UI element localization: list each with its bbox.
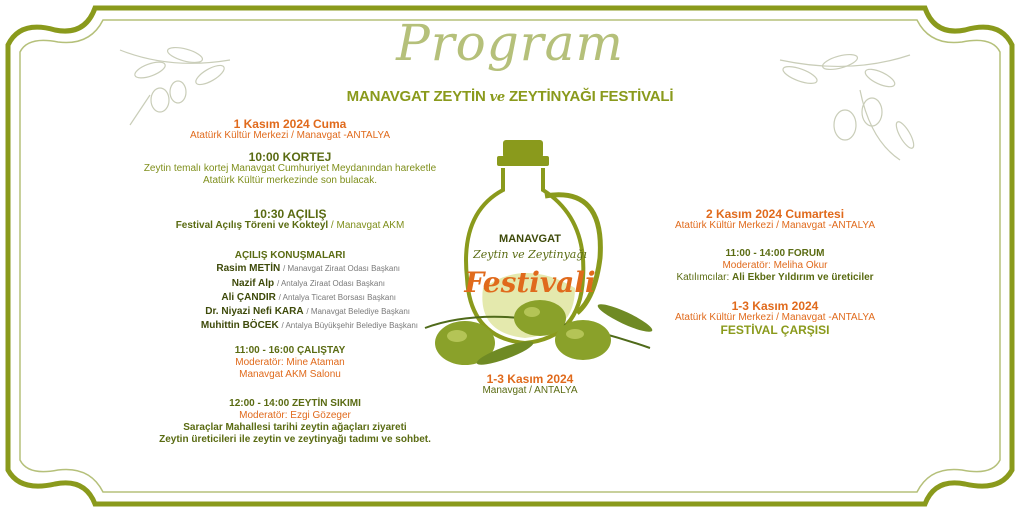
forum-block bbox=[640, 248, 910, 284]
olive-icon bbox=[514, 300, 566, 336]
festival-location: Manavgat / ANTALYA bbox=[482, 385, 578, 396]
kortej-time: 10:00 KORTEJ bbox=[248, 150, 332, 164]
day1-venue: Atatürk Kültür Merkezi / Manavgat -ANTALYA bbox=[189, 130, 391, 141]
bazaar-dates: 1-3 Kasım 2024 bbox=[731, 299, 819, 313]
forum-participants: Ali Ekber Yıldırım ve üreticiler bbox=[732, 272, 874, 283]
sikim-line1: Saraçlar Mahallesi tarihi zeytin ağaçları ziyareti bbox=[183, 422, 407, 433]
calistay-moderator: Moderatör: Mine Ataman bbox=[235, 357, 345, 368]
speaker-row: Ali ÇANDIR / Antalya Ticaret Borsası Başkanı bbox=[221, 292, 396, 303]
logo-subtitle: Zeytin ve Zeytinyağı bbox=[473, 248, 587, 261]
speaker-row: Dr. Niyazi Nefi KARA / Manavgat Belediye Başkanı bbox=[205, 306, 410, 317]
acilis-time: 10:30 AÇILIŞ bbox=[253, 207, 327, 221]
forum-time: 11:00 - 14:00 FORUM bbox=[725, 248, 825, 259]
kortej-line2: Atatürk Kültür merkezinde son bulacak. bbox=[203, 175, 377, 186]
speaker-row: Muhittin BÖCEK / Antalya Büyükşehir Belediye Başkanı bbox=[200, 320, 418, 331]
forum-participants-label: Katılımcılar: bbox=[676, 272, 733, 283]
day2-program bbox=[640, 208, 910, 232]
day1-date: 1 Kasım 2024 Cuma bbox=[233, 117, 347, 131]
olive-icon bbox=[555, 320, 611, 360]
calistay-block bbox=[160, 345, 420, 381]
sikim-block bbox=[130, 398, 460, 446]
day2-venue: Atatürk Kültür Merkezi / Manavgat -ANTALYA bbox=[674, 220, 876, 231]
speaker-row: Nazif Alp / Antalya Ziraat Odası Başkanı bbox=[231, 278, 385, 289]
speeches-title: AÇILIŞ KONUŞMALARI bbox=[234, 250, 346, 261]
festival-date-range: 1-3 Kasım 2024 bbox=[486, 372, 574, 386]
forum-moderator: Moderatör: Meliha Okur bbox=[722, 260, 828, 271]
calistay-time: 11:00 - 16:00 ÇALIŞTAY bbox=[234, 345, 346, 356]
acilis-text: Festival Açılış Töreni ve Kokteyl bbox=[175, 220, 329, 231]
day2-date: 2 Kasım 2024 Cumartesi bbox=[705, 207, 845, 221]
sikim-moderator: Moderatör: Ezgi Gözeger bbox=[239, 410, 351, 421]
bazaar-venue: Atatürk Kültür Merkezi / Manavgat -ANTALYA bbox=[674, 312, 876, 323]
festival-name: MANAVGAT ZEYTİN ve ZEYTİNYAĞI FESTİVALİ bbox=[346, 88, 674, 105]
acilis-place: / Manavgat AKM bbox=[328, 220, 405, 231]
festival-dates bbox=[440, 373, 620, 397]
calistay-place: Manavgat AKM Salonu bbox=[239, 369, 341, 380]
bazaar-title: FESTİVAL ÇARŞISI bbox=[720, 323, 830, 337]
logo-festivali: Festivali bbox=[464, 266, 596, 299]
day1-program bbox=[140, 118, 440, 142]
page-title: Program bbox=[396, 14, 624, 72]
logo-manavgat: MANAVGAT bbox=[499, 233, 561, 245]
speaker-row: Rasim METİN / Manavgat Ziraat Odası Başkanı bbox=[216, 263, 400, 274]
sikim-time: 12:00 - 14:00 ZEYTİN SIKIMI bbox=[229, 398, 361, 409]
sikim-line2: Zeytin üreticileri ile zeytin ve zeytinyağı tadımı ve sohbet. bbox=[159, 434, 431, 445]
bazaar-block bbox=[640, 300, 910, 336]
kortej-line1: Zeytin temalı kortej Manavgat Cumhuriyet Meydanından hareketle bbox=[143, 163, 437, 174]
